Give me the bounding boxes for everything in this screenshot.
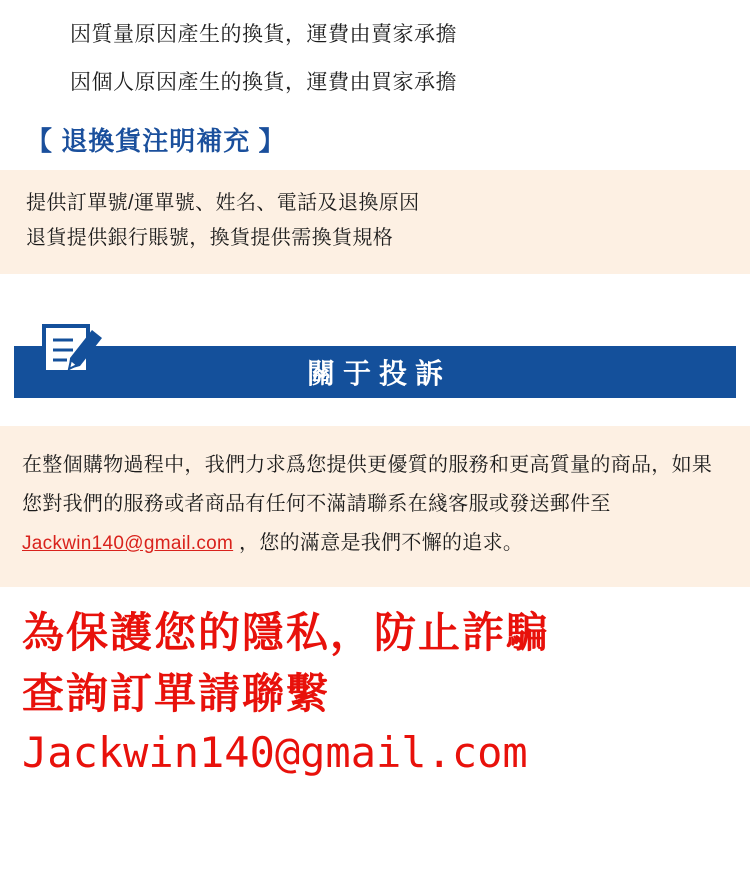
privacy-warning-line-1: 為保護您的隱私，防止詐騙 <box>22 609 551 657</box>
complaint-text-after-email: ，您的滿意是我們不懈的追求。 <box>233 532 524 555</box>
privacy-warning <box>0 587 750 781</box>
complaint-text-box <box>0 426 750 587</box>
return-note-box <box>0 170 750 274</box>
complaint-banner <box>14 346 736 398</box>
privacy-warning-email: Jackwin140@gmail.com <box>22 727 528 777</box>
privacy-warning-line-2: 查詢訂單請聯繫 <box>22 670 331 718</box>
return-note-line-2: 退貨提供銀行賬號，換貨提供需換貨規格 <box>26 227 394 250</box>
pencil-note-icon <box>40 314 106 380</box>
return-note-heading: 【 退換貨注明補充 】 <box>26 126 286 157</box>
shipping-note-personal: 因個人原因產生的換貨，運費由買家承擔 <box>70 70 457 94</box>
shipping-cost-notes <box>0 0 750 99</box>
shipping-note-quality: 因質量原因產生的換貨，運費由賣家承擔 <box>70 23 457 46</box>
complaint-banner-wrap <box>0 332 750 402</box>
complaint-paragraph <box>22 446 728 563</box>
support-email-link[interactable]: Jackwin140@gmail.com <box>22 533 234 555</box>
complaint-text-before-email: 在整個購物過程中，我們力求爲您提供更優質的服務和更高質量的商品，如果您對我們的服務或者商品有任何不滿請聯系在綫客服或發送郵件至 <box>22 454 713 516</box>
return-note-line-1: 提供訂單號/運單號、姓名、電話及退換原因 <box>26 192 420 215</box>
complaint-banner-title: 關于投訴 <box>306 358 451 390</box>
